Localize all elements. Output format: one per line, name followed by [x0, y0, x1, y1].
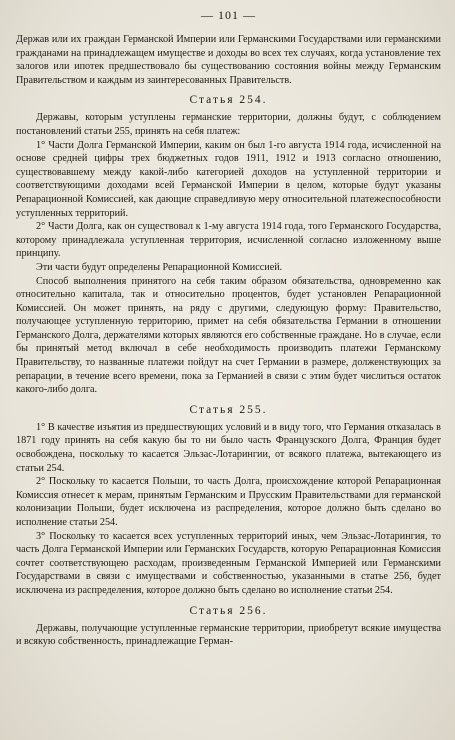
intro-paragraph: Держав или их граждан Германской Империи или Германскими Государствами или германскими гражданами на принадлежащем имуществе и доходы во всех тех случаях, когда установление тех залогов или ипотек предшествовало бы существованию состояния войны между Германским Правительством и каждым из заинтересованных Правительств.: [16, 34, 441, 86]
article-heading-255: Статья 255.: [189, 403, 268, 416]
article-254-paragraph: Способ выполнения принятого на себя таким образом обязательства, одновременно как относительно капитала, так и относительно процентов, будет установлен Репарационной Комиссией. Он может принять, на ряду с другими, следующую форму: Правительство, получающее уступленную территорию, примет на себя обязательства Германии в отношении Германского Долга, держателями которых являются его собственные граждане. Но в случае, если бы принятый метод включал в себе необходимость производить платежи Германскому Правительству, то названные платежи пойдут на счет Германии в размере, долженствующих за репарации, в течение всего времени, пока за Германией в связи с этим будет числиться остаток какого-либо долга.: [16, 275, 441, 396]
article-255-paragraph: 1° В качестве изъятия из предшествующих условий и в виду того, что Германия отказалась в 1871 году принять на себя какую бы то ни было часть Французского Долга, Франция будет освобождена, поскольку то касается Эльзас-Лотарингии, от всякого платежа, вытекающего из статьи 254.: [16, 421, 441, 474]
article-256-paragraph: Державы, получающие уступленные германские территории, приобретут всякие имущества и всякую собственность, принадлежащие Герман-: [16, 622, 441, 648]
article-254-paragraph: Державы, которым уступлены германские территории, должны будут, с соблюдением постановлений статьи 255, принять на себя платеж:: [16, 112, 441, 137]
article-255-paragraph: 2° Поскольку то касается Польши, то часть Долга, происхождение которой Репарационная Комиссия отнесет к мерам, принятым Германским и Прусским Правительствами для германской колонизации Польши, будет исключена из распределения, которое должно быть сделано во исполнение статьи 254.: [16, 476, 441, 528]
article-254-paragraph: 1° Части Долга Германской Империи, каким он был 1-го августа 1914 года, исчисленной на основе средней цифры трех бюджетных годов 1911, 1912 и 1913 согласно отношению, существовавшему между какой-либо категорией доходов на уступленной территории и соответствующими доходами всей Германской Империи в целом, которые будут указаны Репарационной Комиссией, как дающие справедливую меру относительной платежеспособности уступленных территорий.: [16, 139, 441, 219]
article-254-paragraph: Эти части будут определены Репарационной Комиссией.: [36, 261, 283, 273]
article-255-paragraph: 3° Поскольку то касается всех уступленных территорий иных, чем Эльзас-Лотарингия, то часть Долга Германской Империи или Германских Государств, которую Репарационная Комиссия сочтет соответствующею расходам, произведенным Германской Империей или Германскими Государствами в связи с имуществами и собственностью, указанными в статье 256, будет исключена из распределения, которое должно быть сделано во исполнение статьи 254.: [16, 530, 441, 596]
article-heading-254: Статья 254.: [189, 94, 268, 107]
page-number: — 101 —: [201, 8, 256, 22]
article-254-paragraph: 2° Части Долга, как он существовал к 1-му августа 1914 года, того Германского Государства, которому принадлежала уступленная территория, исчисленной согласно изложенному выше принципу.: [16, 221, 441, 260]
article-heading-256: Статья 256.: [189, 604, 268, 617]
